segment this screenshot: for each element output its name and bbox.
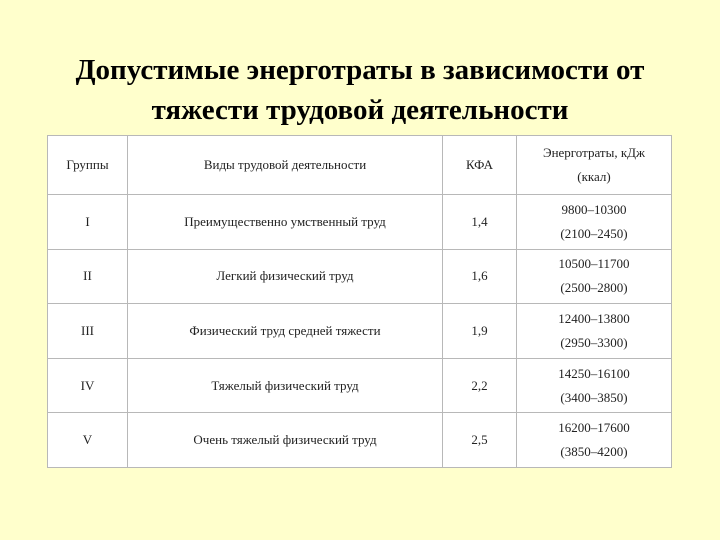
cell-energy [517,358,672,413]
cell-activity: Тяжелый физический труд [128,358,443,413]
cell-kfa: 2,2 [443,358,517,413]
cell-activity: Физический труд средней тяжести [128,304,443,359]
cell-energy-kj: 16200–17600 [558,420,630,436]
energy-table-container [47,135,671,468]
cell-energy [517,304,672,359]
cell-energy-kcal: (3400–3850) [560,389,628,405]
cell-kfa: 1,6 [443,249,517,304]
cell-activity: Очень тяжелый физический труд [128,413,443,468]
slide-title-line-2: тяжести трудовой деятельности [151,94,569,126]
table-row [48,358,672,413]
cell-activity: Легкий физический труд [128,249,443,304]
cell-group: II [48,249,128,304]
cell-energy-kcal: (2100–2450) [560,225,628,241]
cell-group: V [48,413,128,468]
cell-energy-kj: 12400–13800 [558,310,630,326]
cell-energy-kj: 14250–16100 [558,365,630,381]
header-energy-kcal: (ккал) [577,169,611,184]
cell-energy [517,249,672,304]
table-row [48,195,672,250]
table-header-row [48,136,672,195]
cell-group: III [48,304,128,359]
cell-kfa: 2,5 [443,413,517,468]
energy-expenditure-table [47,135,672,468]
slide-title-line-1: Допустимые энерготраты в зависимости от [75,54,645,86]
cell-energy-kcal: (2950–3300) [560,334,628,350]
cell-energy-kcal: (3850–4200) [560,444,628,460]
cell-energy [517,195,672,250]
header-kfa: КФА [443,136,517,195]
cell-activity: Преимущественно умственный труд [128,195,443,250]
cell-group: IV [48,358,128,413]
slide-title [20,50,700,130]
cell-energy-kj: 10500–11700 [558,256,630,272]
table-row [48,413,672,468]
cell-group: I [48,195,128,250]
table-row [48,304,672,359]
header-energy-kj: Энерготраты, кДж [542,145,645,160]
cell-energy-kcal: (2500–2800) [560,280,628,296]
cell-energy [517,413,672,468]
cell-energy-kj: 9800–10300 [561,201,627,217]
cell-kfa: 1,4 [443,195,517,250]
header-activity: Виды трудовой деятельности [128,136,443,195]
header-group: Группы [48,136,128,195]
cell-kfa: 1,9 [443,304,517,359]
table-row [48,249,672,304]
header-energy [517,136,672,195]
